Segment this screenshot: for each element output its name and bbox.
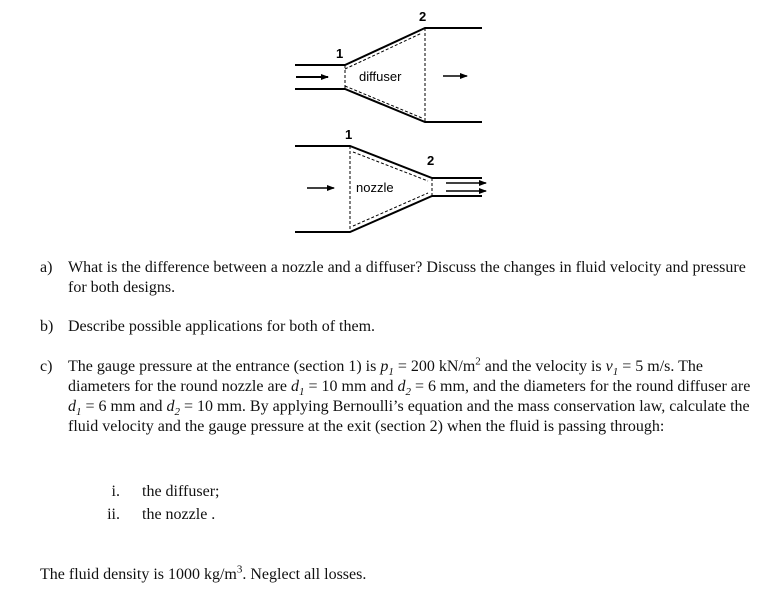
sub-item-ii-number: ii. <box>107 506 120 523</box>
question-b-text: Describe possible applications for both of them. <box>68 318 376 335</box>
diffuser-section-1-label: 1 <box>336 46 344 61</box>
question-c <box>40 357 760 437</box>
sub-item-i-number: i. <box>111 483 120 500</box>
question-c-text: The gauge pressure at the entrance (section 1) is $p_1 = 200$ $kN/m^2$ and the velocity is $v_1 = 5$ m/s. The diameters for the round nozzle are $d_1 = 10$ mm and $d_2 = 6$ mm, and the diameters for the round diffuser are $d_1 = 6$ mm and $d_2 = 10$ mm. By applying Bernoulli’s equation and the mass conservation law, calculate the fluid velocity and the gauge pressure at the exit (section 2) when the fluid is passing through: <box>68 355 751 435</box>
question-a <box>40 258 760 298</box>
diffuser-diagram <box>295 9 482 122</box>
nozzle-section-1-label: 1 <box>345 127 353 142</box>
question-b <box>40 317 760 337</box>
diffuser-label: diffuser <box>359 69 402 84</box>
question-c-label: c) <box>40 358 53 375</box>
nozzle-section-2-label: 2 <box>427 153 435 168</box>
question-a-label: a) <box>40 259 53 276</box>
diffuser-section-2-label: 2 <box>419 9 427 24</box>
sub-item-i-text: the diffuser; <box>142 483 220 500</box>
nozzle-diagram <box>295 127 486 232</box>
fluid-density-note: The fluid density is 1000 $kg/m^3$. Neglect all losses. <box>40 563 367 583</box>
question-a-text: What is the difference between a nozzle and a diffuser? Discuss the changes in fluid velocity and pressure for both designs. <box>68 259 746 296</box>
sub-item-ii-text: the nozzle . <box>142 506 216 523</box>
nozzle-label: nozzle <box>356 180 394 195</box>
nozzle-diffuser-diagram <box>0 0 766 250</box>
question-b-label: b) <box>40 318 54 335</box>
